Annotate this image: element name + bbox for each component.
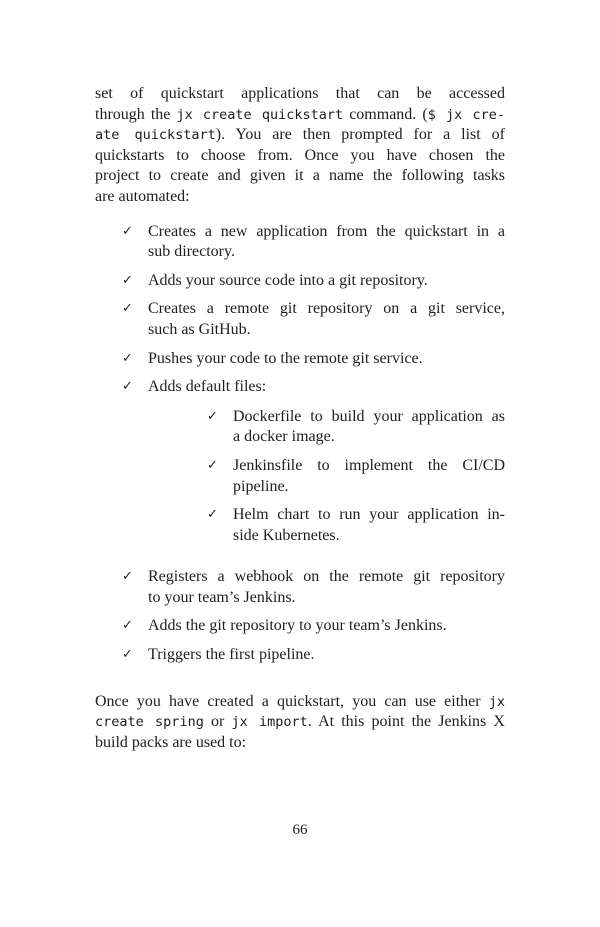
- text-line: [95, 84, 505, 105]
- text-line: [95, 146, 505, 167]
- text-line: [95, 125, 505, 146]
- body-text: through the: [95, 105, 177, 123]
- body-text: Creates a new application from the quickstart in a: [148, 222, 505, 240]
- checkmark-icon: ✓: [122, 350, 133, 366]
- text-line: [233, 456, 505, 477]
- text-line: [148, 349, 505, 370]
- check-list: [95, 222, 505, 398]
- checkmark-icon: ✓: [122, 569, 133, 585]
- checkmark-icon: ✓: [122, 379, 133, 395]
- checkmark-icon: ✓: [122, 301, 133, 317]
- text-line: [148, 320, 505, 341]
- document-content: [95, 84, 505, 753]
- checkmark-icon: ✓: [122, 618, 133, 634]
- list-item: [95, 505, 505, 546]
- checkmark-icon: ✓: [122, 223, 133, 239]
- body-text: . At this point the Jenkins X: [307, 713, 505, 731]
- text-line: [95, 187, 505, 208]
- code-text: ate quickstart: [95, 127, 216, 144]
- body-text: Adds your source code into a git repository.: [148, 271, 428, 289]
- body-text: Triggers the first pipeline.: [148, 646, 315, 664]
- list-item: [95, 616, 505, 637]
- body-text: Adds the git repository to your team’s Jenkins.: [148, 617, 447, 635]
- list-item: [95, 407, 505, 448]
- body-text: Once you have created a quickstart, you can use either: [95, 692, 489, 710]
- body-text: a docker image.: [233, 428, 335, 446]
- checkmark-icon: ✓: [122, 647, 133, 663]
- text-line: [95, 166, 505, 187]
- text-line: [148, 567, 505, 588]
- text-line: [95, 692, 505, 713]
- checkmark-icon: ✓: [207, 507, 218, 523]
- body-text: are automated:: [95, 187, 190, 205]
- body-text: Helm chart to run your application in-: [233, 506, 505, 524]
- body-text: pipeline.: [233, 477, 289, 495]
- body-text: quickstarts to choose from. Once you have chosen the: [95, 146, 505, 164]
- list-item: [95, 271, 505, 292]
- check-list: [95, 407, 505, 547]
- code-text: jx import: [231, 714, 308, 731]
- body-text: ). You are then prompted for a list of: [215, 126, 505, 144]
- body-text: sub directory.: [148, 243, 235, 261]
- body-text: Registers a webhook on the remote git repository: [148, 568, 505, 586]
- code-text: jx: [488, 693, 505, 710]
- list-item: [95, 299, 505, 340]
- body-text: Adds default files:: [148, 378, 267, 396]
- paragraph: [95, 692, 505, 754]
- list-item: [95, 377, 505, 398]
- list-item: [95, 567, 505, 608]
- body-text: command. (: [343, 105, 428, 123]
- body-text: such as GitHub.: [148, 320, 251, 338]
- text-line: [148, 271, 505, 292]
- list-item: [95, 645, 505, 666]
- code-text: create spring: [95, 714, 204, 731]
- body-text: side Kubernetes.: [233, 526, 340, 544]
- check-list: [95, 567, 505, 665]
- body-text: Dockerfile to build your application as: [233, 407, 505, 425]
- text-line: [148, 645, 505, 666]
- text-line: [233, 427, 505, 448]
- code-text: jx create quickstart: [176, 106, 344, 123]
- text-line: [233, 407, 505, 428]
- text-line: [148, 616, 505, 637]
- list-item: [95, 349, 505, 370]
- code-text: $ jx cre-: [427, 106, 505, 123]
- list-item: [95, 222, 505, 263]
- body-text: build packs are used to:: [95, 733, 247, 751]
- text-line: [95, 712, 505, 733]
- checkmark-icon: ✓: [207, 408, 218, 424]
- body-text: Creates a remote git repository on a git service,: [148, 300, 505, 318]
- list-item: [95, 456, 505, 497]
- paragraph: [95, 84, 505, 208]
- text-line: [233, 477, 505, 498]
- checkmark-icon: ✓: [207, 457, 218, 473]
- body-text: to your team’s Jenkins.: [148, 588, 296, 606]
- body-text: set of quickstart applications that can be accessed: [95, 85, 505, 102]
- text-line: [233, 505, 505, 526]
- body-text: Pushes your code to the remote git service.: [148, 349, 423, 367]
- text-line: [148, 299, 505, 320]
- body-text: or: [203, 713, 232, 731]
- body-text: Jenkinsfile to implement the CI/CD: [233, 456, 505, 474]
- text-line: [95, 733, 505, 754]
- text-line: [148, 222, 505, 243]
- body-text: project to create and given it a name the following tasks: [95, 167, 505, 185]
- text-line: [95, 105, 505, 126]
- checkmark-icon: ✓: [122, 272, 133, 288]
- page-number: 66: [292, 822, 308, 838]
- text-line: [233, 526, 505, 547]
- text-line: [148, 242, 505, 263]
- text-line: [148, 588, 505, 609]
- text-line: [148, 377, 505, 398]
